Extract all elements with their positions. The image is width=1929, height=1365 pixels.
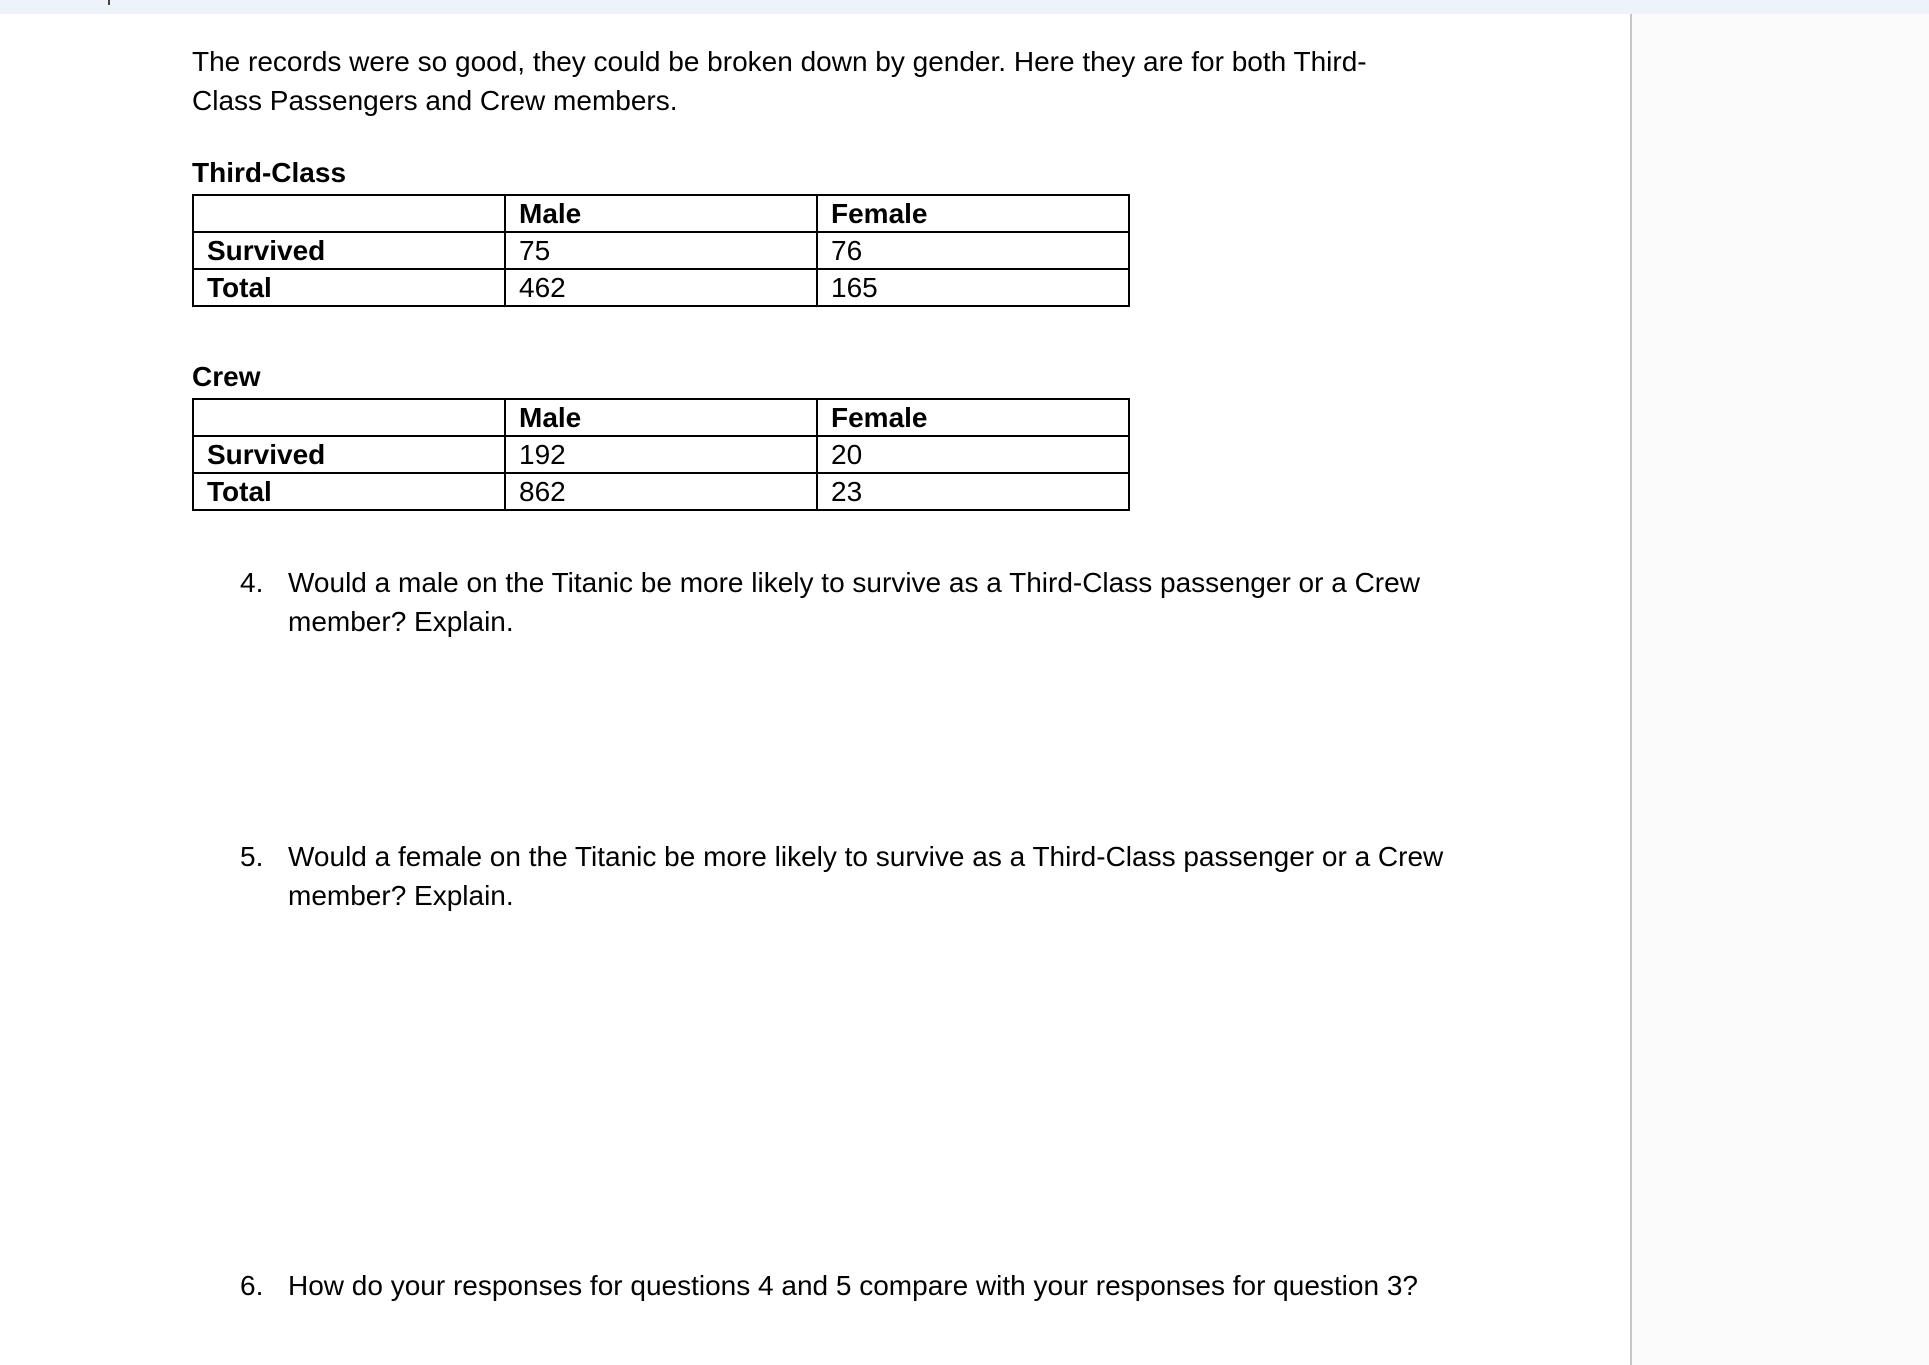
row-label-total: Total [193,269,505,306]
table-row [193,232,1129,269]
crew-table [192,398,1130,511]
row-label-survived: Survived [193,436,505,473]
cell-female-survived: 20 [817,436,1129,473]
question-text: How do your responses for questions 4 and 5 compare with your responses for question 3? [288,1270,1418,1301]
header-cell-female: Female [817,195,1129,232]
question-number: 5. [240,841,264,872]
table-header-row [193,195,1129,232]
crew-title: Crew [192,361,261,392]
cell-male-total: 862 [505,473,817,510]
header-cell-empty [193,399,505,436]
cell-female-total: 165 [817,269,1129,306]
cell-male-survived: 75 [505,232,817,269]
cell-female-survived: 76 [817,232,1129,269]
question-text: Would a male on the Titanic be more likely to survive as a Third-Class passenger or a Crew member? Explain. [288,567,1420,637]
header-cell-male: Male [505,195,817,232]
row-label-survived: Survived [193,232,505,269]
document-page [0,14,1630,1365]
row-label-total: Total [193,473,505,510]
top-ruler-bar [0,0,1929,14]
ruler-marker[interactable] [108,0,110,5]
intro-paragraph: The records were so good, they could be broken down by gender. Here they are for both Third-Class Passengers and Crew members. [192,46,1367,116]
question-number: 4. [240,567,264,598]
question-number: 6. [240,1270,264,1301]
header-cell-empty [193,195,505,232]
header-cell-male: Male [505,399,817,436]
table-row [193,473,1129,510]
third-class-table [192,194,1130,307]
table-header-row [193,399,1129,436]
cell-male-survived: 192 [505,436,817,473]
table-row [193,436,1129,473]
table-row [193,269,1129,306]
header-cell-female: Female [817,399,1129,436]
right-side-panel [1632,14,1929,1365]
cell-male-total: 462 [505,269,817,306]
third-class-title: Third-Class [192,157,347,188]
cell-female-total: 23 [817,473,1129,510]
question-text: Would a female on the Titanic be more likely to survive as a Third-Class passenger or a Crew member? Explain. [288,841,1444,911]
